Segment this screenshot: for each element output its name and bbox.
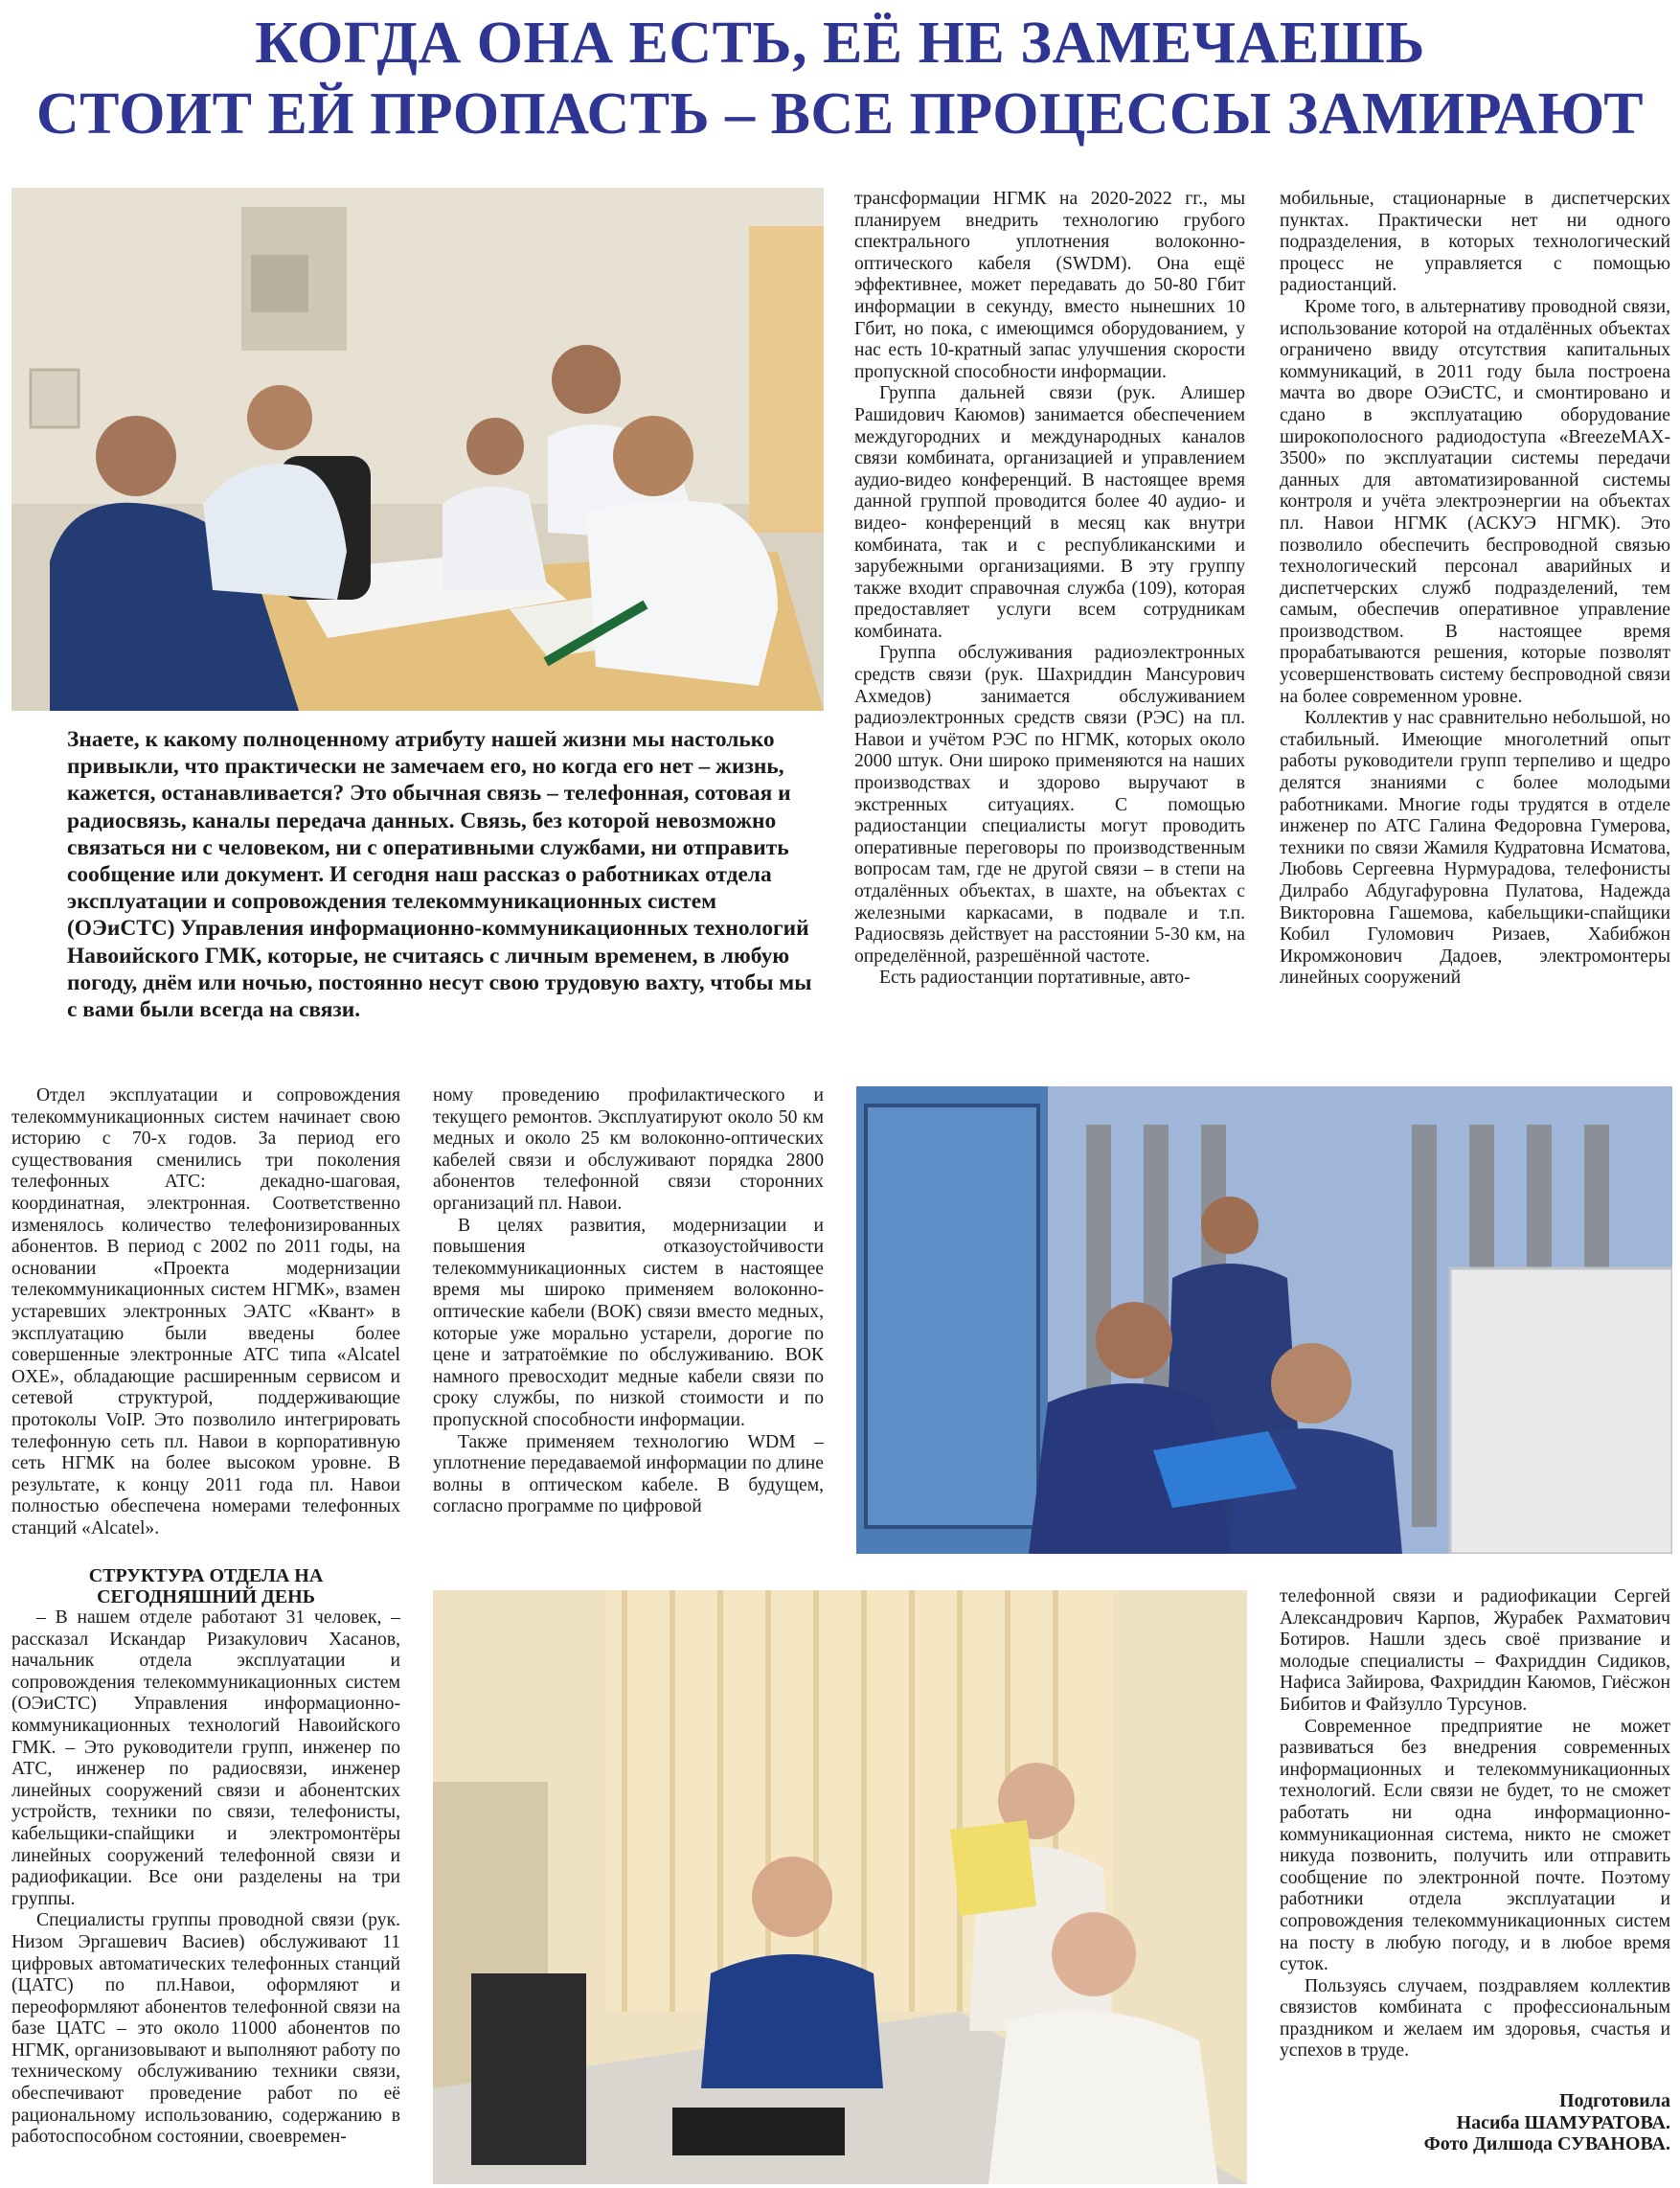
paragraph: Пользуясь случаем, поздравляем коллектив связистов комбината с профессиональным праздником и желаем им здоровья, счастья и успехов в труде.: [1280, 1975, 1670, 2062]
paragraph: Кроме того, в альтернативу проводной связи, использование которой на отдалённых объектах ограничено ввиду отсутствия капитальных коммуникаций, в 2011 году была построена мачта во дворе ОЭиСТС, и смонтировано и сдано в эксплуатацию оборудование широкополосного радиодоступа «BreezeMAX-3500» по эксплуатации системы передачи данных для автоматизированной системы контроля и учёта электроэнергии на объектах пл. Навои НГМК (АСКУЭ НГМК). Это позволило обеспечить беспроводной связью технологический персонал аварийных и диспетчерских служб подразделений, тем самым, обеспечив оперативное управление производством. В настоящее время прорабатываются решения, которые позволят усовершенствовать систему беспроводной связи на более современном уровне.: [1280, 296, 1670, 707]
column-top-4: [1280, 189, 1670, 1070]
paragraph: трансформации НГМК на 2020-2022 гг., мы планируем внедрить технологию грубого спектрального уплотнения волоконно-оптического кабеля (SWDM). Она ещё эффективнее, может передавать до 50-80 Гбит информации в секунду, вместо нынешних 10 Гбит, но пока, с имеющимся оборудованием, у нас есть 10-кратный запас улучшения скорости пропускной способности информации.: [854, 189, 1245, 382]
column-mid-1: [11, 1085, 400, 1551]
paragraph: Современное предприятие не может развиваться без внедрения современных информационных и телекоммуникационных технологий. Если связи не будет, то не сможет работать ни одна информационно-коммуникационная система, никто не сможет никуда позвонить, получить или отправить сообщение по электронной почте. Поэтому работники отдела эксплуатации и сопровождения телекоммуникационных систем на посту в любую погоду, и в любое время суток.: [1280, 1716, 1670, 1975]
column-mid-2: [433, 1085, 824, 1551]
paragraph: ному проведению профилактического и текущего ремонтов. Эксплуатируют около 50 км медных и около 25 км волоконно-оптических кабелей связи и обслуживают порядка 2800 абонентов телефонной связи сторонних организаций пл. Навои.: [433, 1085, 824, 1214]
photo-meeting: [11, 188, 824, 711]
column-top-3: [854, 189, 1245, 1070]
photo-office: [433, 1590, 1247, 2184]
paragraph: Также применяем технологию WDM – уплотнение передаваемой информации по длине волны в оптическом кабеле. В будущем, согласно программе по цифровой: [433, 1431, 824, 1517]
headline: [0, 8, 1680, 149]
column-bottom-1: [11, 1565, 400, 2184]
paragraph: В целях развития, модернизации и повышения отказоустойчивости телекоммуникационных систем в настоящее время мы широко применяем волоконно-оптические кабели (ВОК) связи вместо медных, которые уже морально устарели, дорогие по цене и затратоёмкие по обслуживанию. ВОК намного превосходит медные кабели связи по сроку службы, по низкой стоимости и по пропускной способности информации.: [433, 1215, 824, 1430]
paragraph: Специалисты группы проводной связи (рук. Низом Эргашевич Васиев) обслуживают 11 цифровых автоматических телефонных станций (ЦАТС) по пл.Навои, оформляют и переоформляют абонентов телефонной связи на базе ЦАТС – это около 11000 абонентов по НГМК, организовывают и выполняют работу по техническому обслуживанию техники связи, обеспечивают проведение работ по её рациональному использованию, содержанию в работоспособном состоянии, своевремен-: [11, 1910, 400, 2148]
paragraph: Группа дальней связи (рук. Алишер Рашидович Каюмов) занимается обеспечением междугородних и международных каналов связи комбината, организацией и управлением аудио-видео конференций. В настоящее время данной группой проводится более 40 аудио- и видео- конференций в месяц как внутри комбината, так и с республиканскими и зарубежными организациями. В эту группу также входит справочная служба (109), которая предоставляет услуги всем сотрудникам комбината.: [854, 383, 1245, 642]
photo-technicians: [856, 1086, 1672, 1554]
credits-photographer: Фото Дилшода СУВАНОВА.: [1423, 2133, 1670, 2154]
lead-paragraph: Знаете, к какому полноценному атрибуту нашей жизни мы настолько привыкли, что практически не замечаем его, но когда его нет – жизнь, кажется, останавливается? Это обычная связь – телефонная, сотовая и радиосвязь, каналы передача данных. Связь, без которой невозможно связаться ни с человеком, ни с оперативными службами, ни отправить сообщение или документ. И сегодня наш рассказ о работниках отдела эксплуатации и сопровождения телекоммуникационных систем (ОЭиСТС) Управления информационно-коммуникационных технологий Навоийского ГМК, которые, не считаясь с личным временем, в любую погоду, днём или ночью, постоянно несут свою трудовую вахту, чтобы мы с вами были всегда на связи.: [67, 727, 812, 1023]
credits-prepared-by: Подготовила: [1558, 2090, 1670, 2111]
headline-line-1: КОГДА ОНА ЕСТЬ, ЕЁ НЕ ЗАМЕЧАЕШЬ: [255, 11, 1425, 76]
paragraph: мобильные, стационарные в диспетчерских пунктах. Практически нет ни одного подразделения, в которых технологический процесс не управляется с помощью радиостанций.: [1280, 189, 1670, 296]
paragraph: Есть радиостанции портативные, авто-: [879, 968, 1191, 989]
headline-line-2: СТОИТ ЕЙ ПРОПАСТЬ – ВСЕ ПРОЦЕССЫ ЗАМИРАЮТ: [35, 81, 1645, 147]
paragraph: Коллектив у нас сравнительно небольшой, но стабильный. Имеющие многолетний опыт работы руководители групп терпеливо и щедро делятся знаниями с более молодыми работниками. Многие годы трудятся в отделе инженер по АТС Галина Федоровна Гумерова, техники по связи Жамиля Кудратовна Исматова, Любовь Сергеевна Нурмурадова, телефонисты Дилрабо Абдугафуровна Пулатова, Надежда Викторовна Гашемова, кабельщики-спайщики Кобил Гуломович Ризаев, Хабибжон Икромжонович Дадоев, электромонтеры линейных сооружений: [1280, 708, 1670, 989]
paragraph: – В нашем отделе работают 31 человек, – рассказал Искандар Ризакулович Хасанов, начальник отдела эксплуатации и сопровождения телекоммуникационных систем (ОЭиСТС) Управления информационно-коммуникационных технологий Навоийского ГМК. – Это руководители групп, инженер по АТС, инженер по радиосвязи, инженер линейных сооружений связи и абонентских устройств, техники по связи, телефонисты, кабельщики-спайщики и электромонтёры линейных сооружений телефонной связи и радиофикации. Все они разделены на три группы.: [11, 1607, 400, 1909]
paragraph: телефонной связи и радиофикации Сергей Александрович Карпов, Журабек Рахматович Ботиров. Нашли здесь своё призвание и молодые специалисты – Фахриддин Сидиков, Нафиса Зайирова, Фахриддин Каюмов, Гиёсжон Бибитов и Файзулло Турсунов.: [1280, 1586, 1670, 1715]
credits: [1345, 2090, 1670, 2155]
column-bottom-3: [1280, 1586, 1670, 2085]
credits-author: Насиба ШАМУРАТОВА.: [1456, 2111, 1670, 2133]
paragraph: Отдел эксплуатации и сопровождения телекоммуникационных систем начинает свою историю с 70-х годов. За период его существования сменились три поколения телефонных АТС: декадно-шаговая, координатная, электронная. Соответственно изменялось количество телефонизированных абонентов. В период с 2002 по 2011 годы, на основании «Проекта модернизации телекоммуникационных систем НГМК», взамен устаревших электронных ЭАТС «Квант» в эксплуатацию были введены более совершенные электронные АТС типа «Alcatel OXE», обладающие расширенным сервисом и сетевой структурой, поддерживающие протоколы VoIP. Это позволило интегрировать телефонную сеть пл. Навои в корпоративную сеть НГМК на более высоком уровне. В результате, к концу 2011 года пл. Навои полностью обеспечена номерами телефонных станций «Alcatel».: [11, 1085, 400, 1538]
section-heading: СТРУКТУРА ОТДЕЛА НА СЕГОДНЯШНИЙ ДЕНЬ: [88, 1565, 324, 1607]
paragraph: Группа обслуживания радиоэлектронных средств связи (рук. Шахриддин Мансурович Ахмедов) занимается обслуживанием радиоэлектронных средств связи (РЭС) на пл. Навои и учётом РЭС по НГМК, которых около 2000 штук. Они широко применяются на наших производствах и здорово выручают в экстренных ситуациях. С помощью радиостанции специалисты могут проводить оперативные переговоры по производственным вопросам там, где не другой связи – в степи на отдалённых объектах, в шахте, на объектах с железными каркасами, в подвале и т.п. Радиосвязь действует на расстоянии 5-30 км, на определённой, разрешённой частоте.: [854, 643, 1245, 967]
